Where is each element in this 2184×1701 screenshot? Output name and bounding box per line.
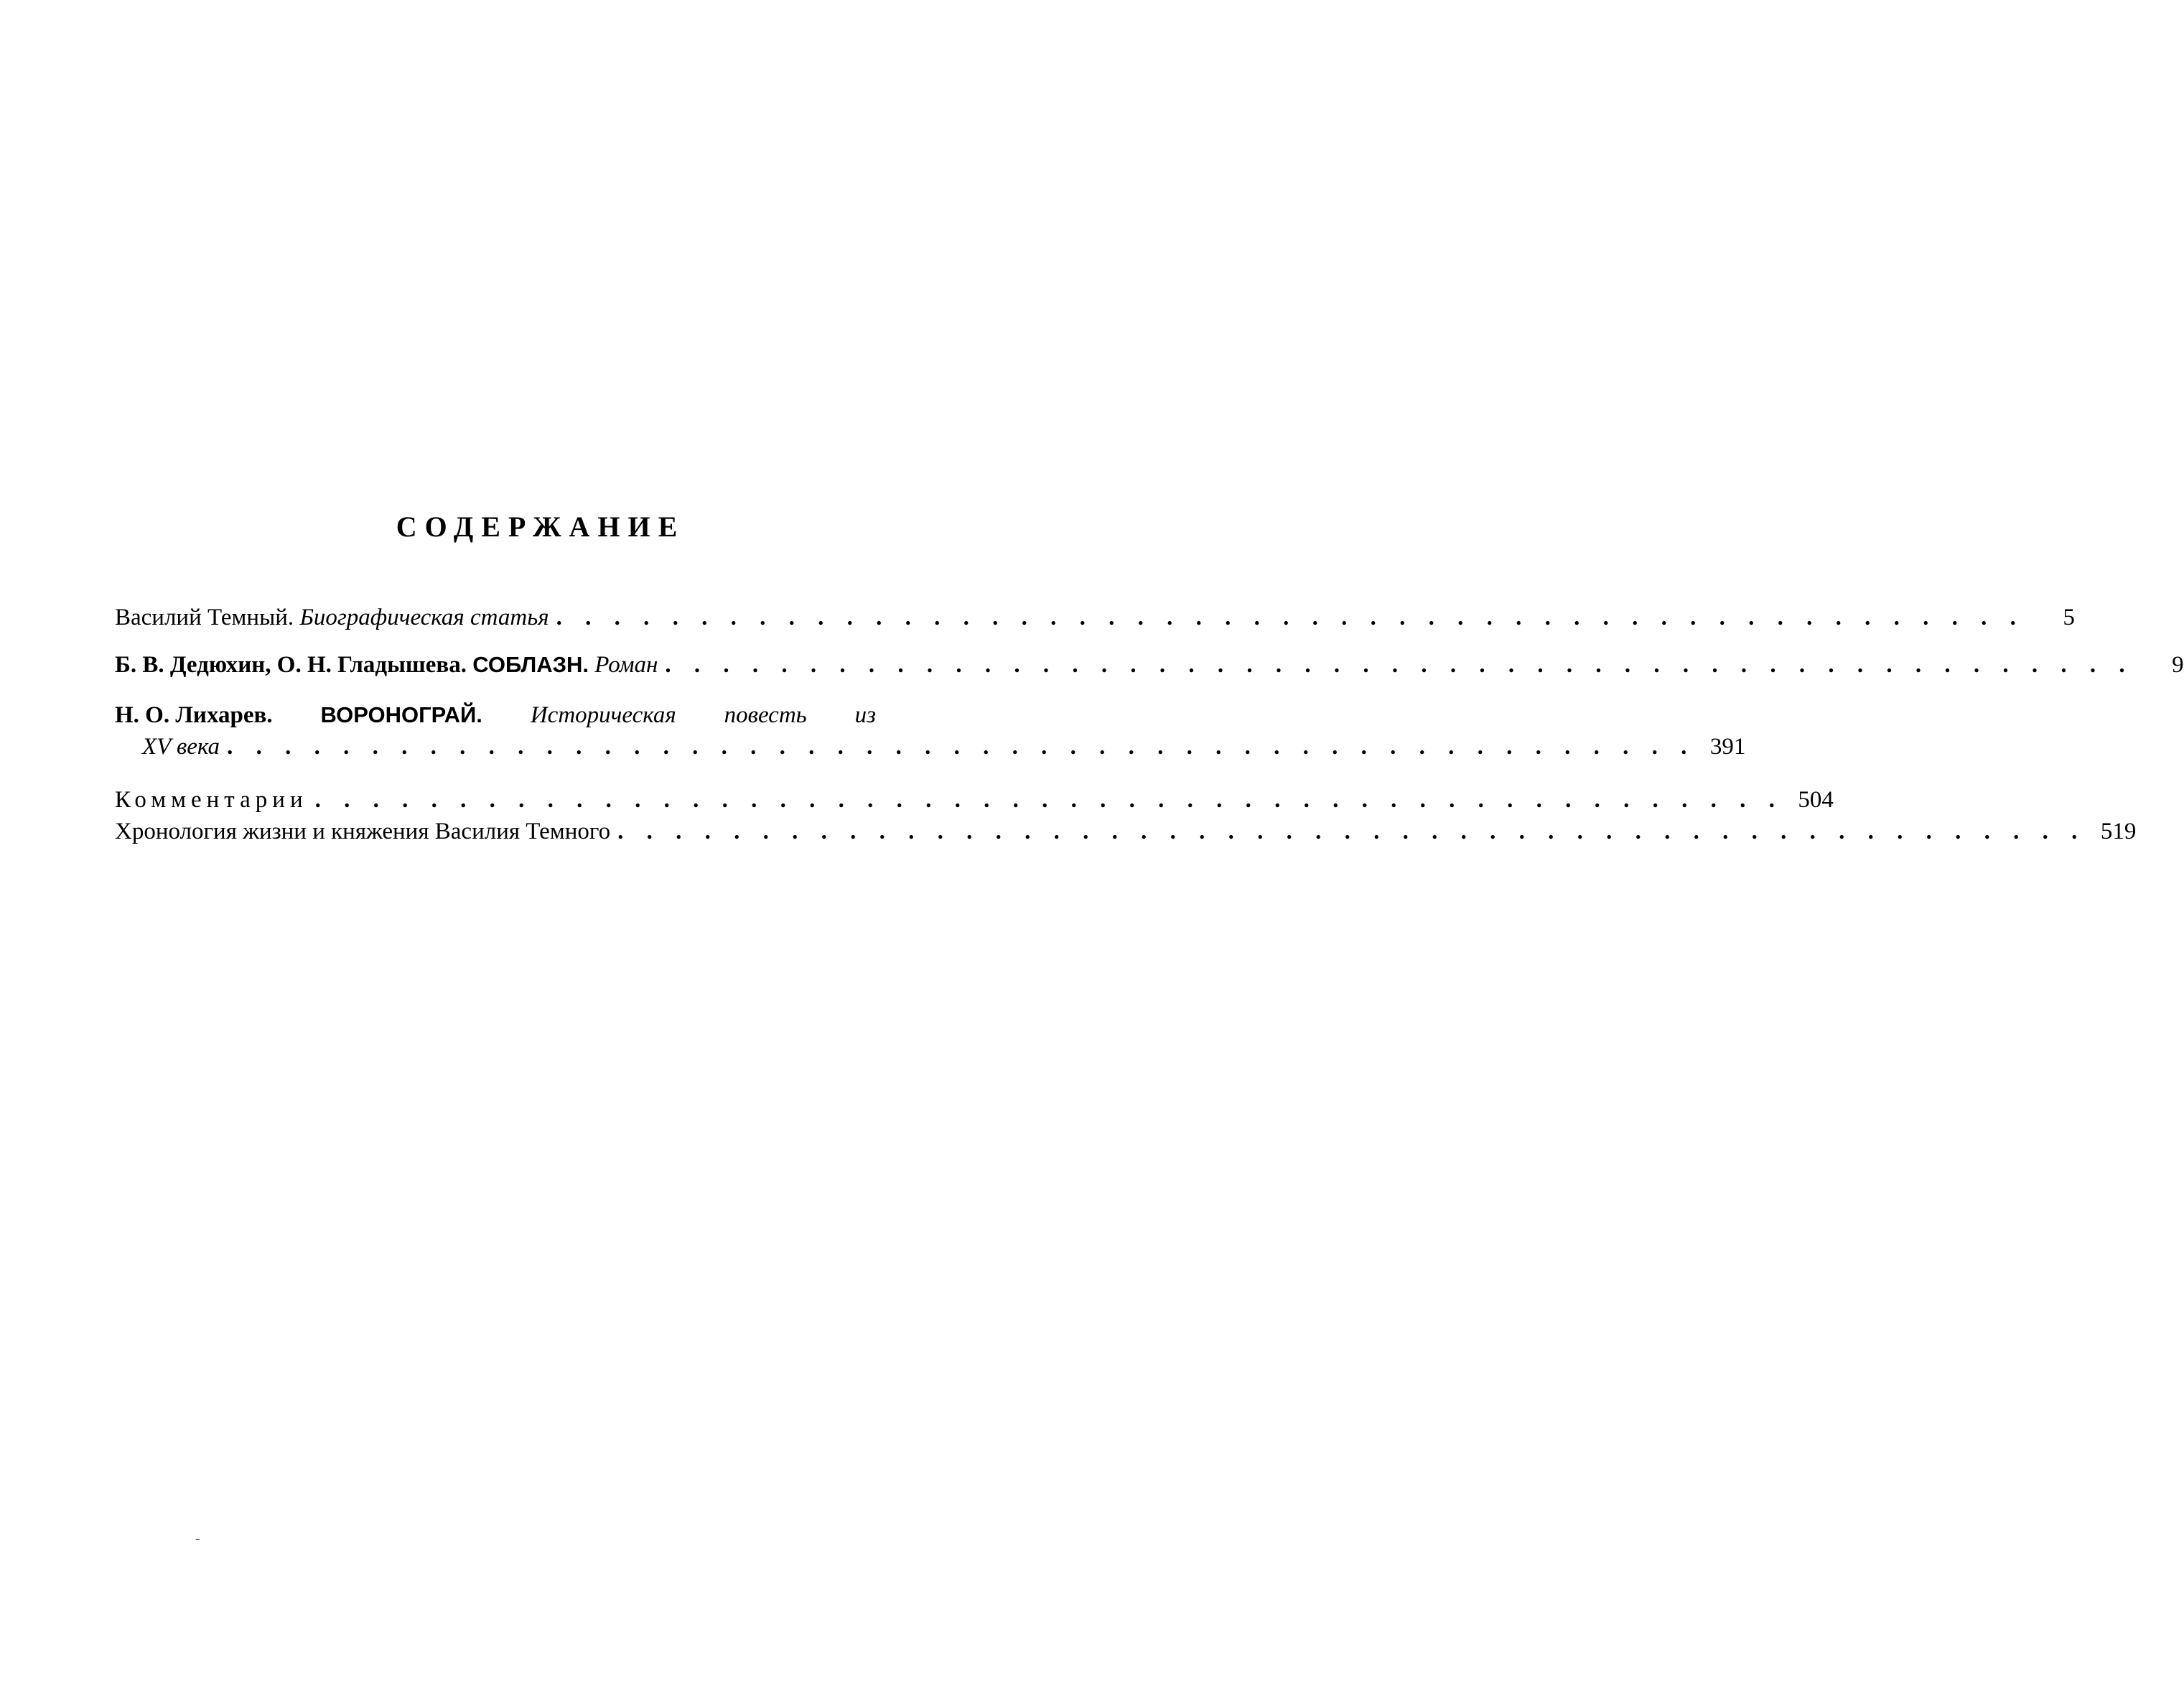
page-number: 5 — [2063, 605, 2075, 630]
entry-author: Василий Темный. — [115, 605, 294, 630]
page-number: 519 — [2100, 819, 2137, 844]
dot-leader: . . . . . . . . . . . . . . . . . . . . . . . . . . . . . . . . . . . . . . . . . . . . . . . . . . . — [314, 787, 1783, 813]
entry-subtitle-word: Историческая — [530, 702, 676, 728]
page-number: 9 — [2172, 652, 2184, 678]
dot-leader: . . . . . . . . . . . . . . . . . . . . . . . . . . . . . . . . . . . . . . . . . . . . . . . . . . . — [617, 819, 2086, 844]
toc-entry[interactable] — [115, 602, 2075, 633]
entry-subtitle: Роман — [594, 652, 658, 678]
dot-leader: . . . . . . . . . . . . . . . . . . . . . . . . . . . . . . . . . . . . . . . . . . . . . . . . . . . — [227, 734, 1696, 760]
entry-subtitle: Биографическая статья — [299, 605, 549, 630]
toc-entry[interactable] — [115, 816, 2137, 847]
entry-title: Хронология жизни и княжения Василия Темного — [115, 819, 611, 844]
toc-entry-text — [115, 649, 658, 681]
entry-subtitle-continued: XV века — [142, 734, 220, 760]
toc-entry[interactable] — [115, 649, 2184, 681]
entry-title: Комментарии — [115, 787, 308, 813]
entry-subtitle-word: повесть — [724, 702, 807, 728]
entry-author: Б. В. Дедюхин, О. Н. Гладышева. — [115, 652, 467, 678]
toc-entry-text — [115, 602, 549, 633]
entry-work-title: ВОРОНОГРАЙ. — [320, 702, 482, 727]
entry-work-title: СОБЛАЗН. — [472, 652, 589, 677]
page-number: 391 — [1709, 734, 1746, 760]
contents-heading: СОДЕРЖАНИЕ — [396, 511, 686, 543]
page-number: 504 — [1798, 787, 1834, 813]
entry-subtitle-word: из — [854, 702, 876, 728]
printer-mark: - — [195, 1531, 200, 1547]
dot-leader: . . . . . . . . . . . . . . . . . . . . . . . . . . . . . . . . . . . . . . . . . . . . . . . . . . . — [665, 652, 2134, 678]
toc-entry-first-line — [115, 699, 876, 731]
entry-author: Н. О. Лихарев. — [115, 702, 273, 728]
dot-leader: . . . . . . . . . . . . . . . . . . . . . . . . . . . . . . . . . . . . . . . . . . . . . . . . . . . — [556, 605, 2025, 630]
table-of-contents — [115, 602, 2184, 847]
toc-entry[interactable] — [115, 699, 1746, 763]
toc-entry[interactable] — [115, 784, 1834, 816]
